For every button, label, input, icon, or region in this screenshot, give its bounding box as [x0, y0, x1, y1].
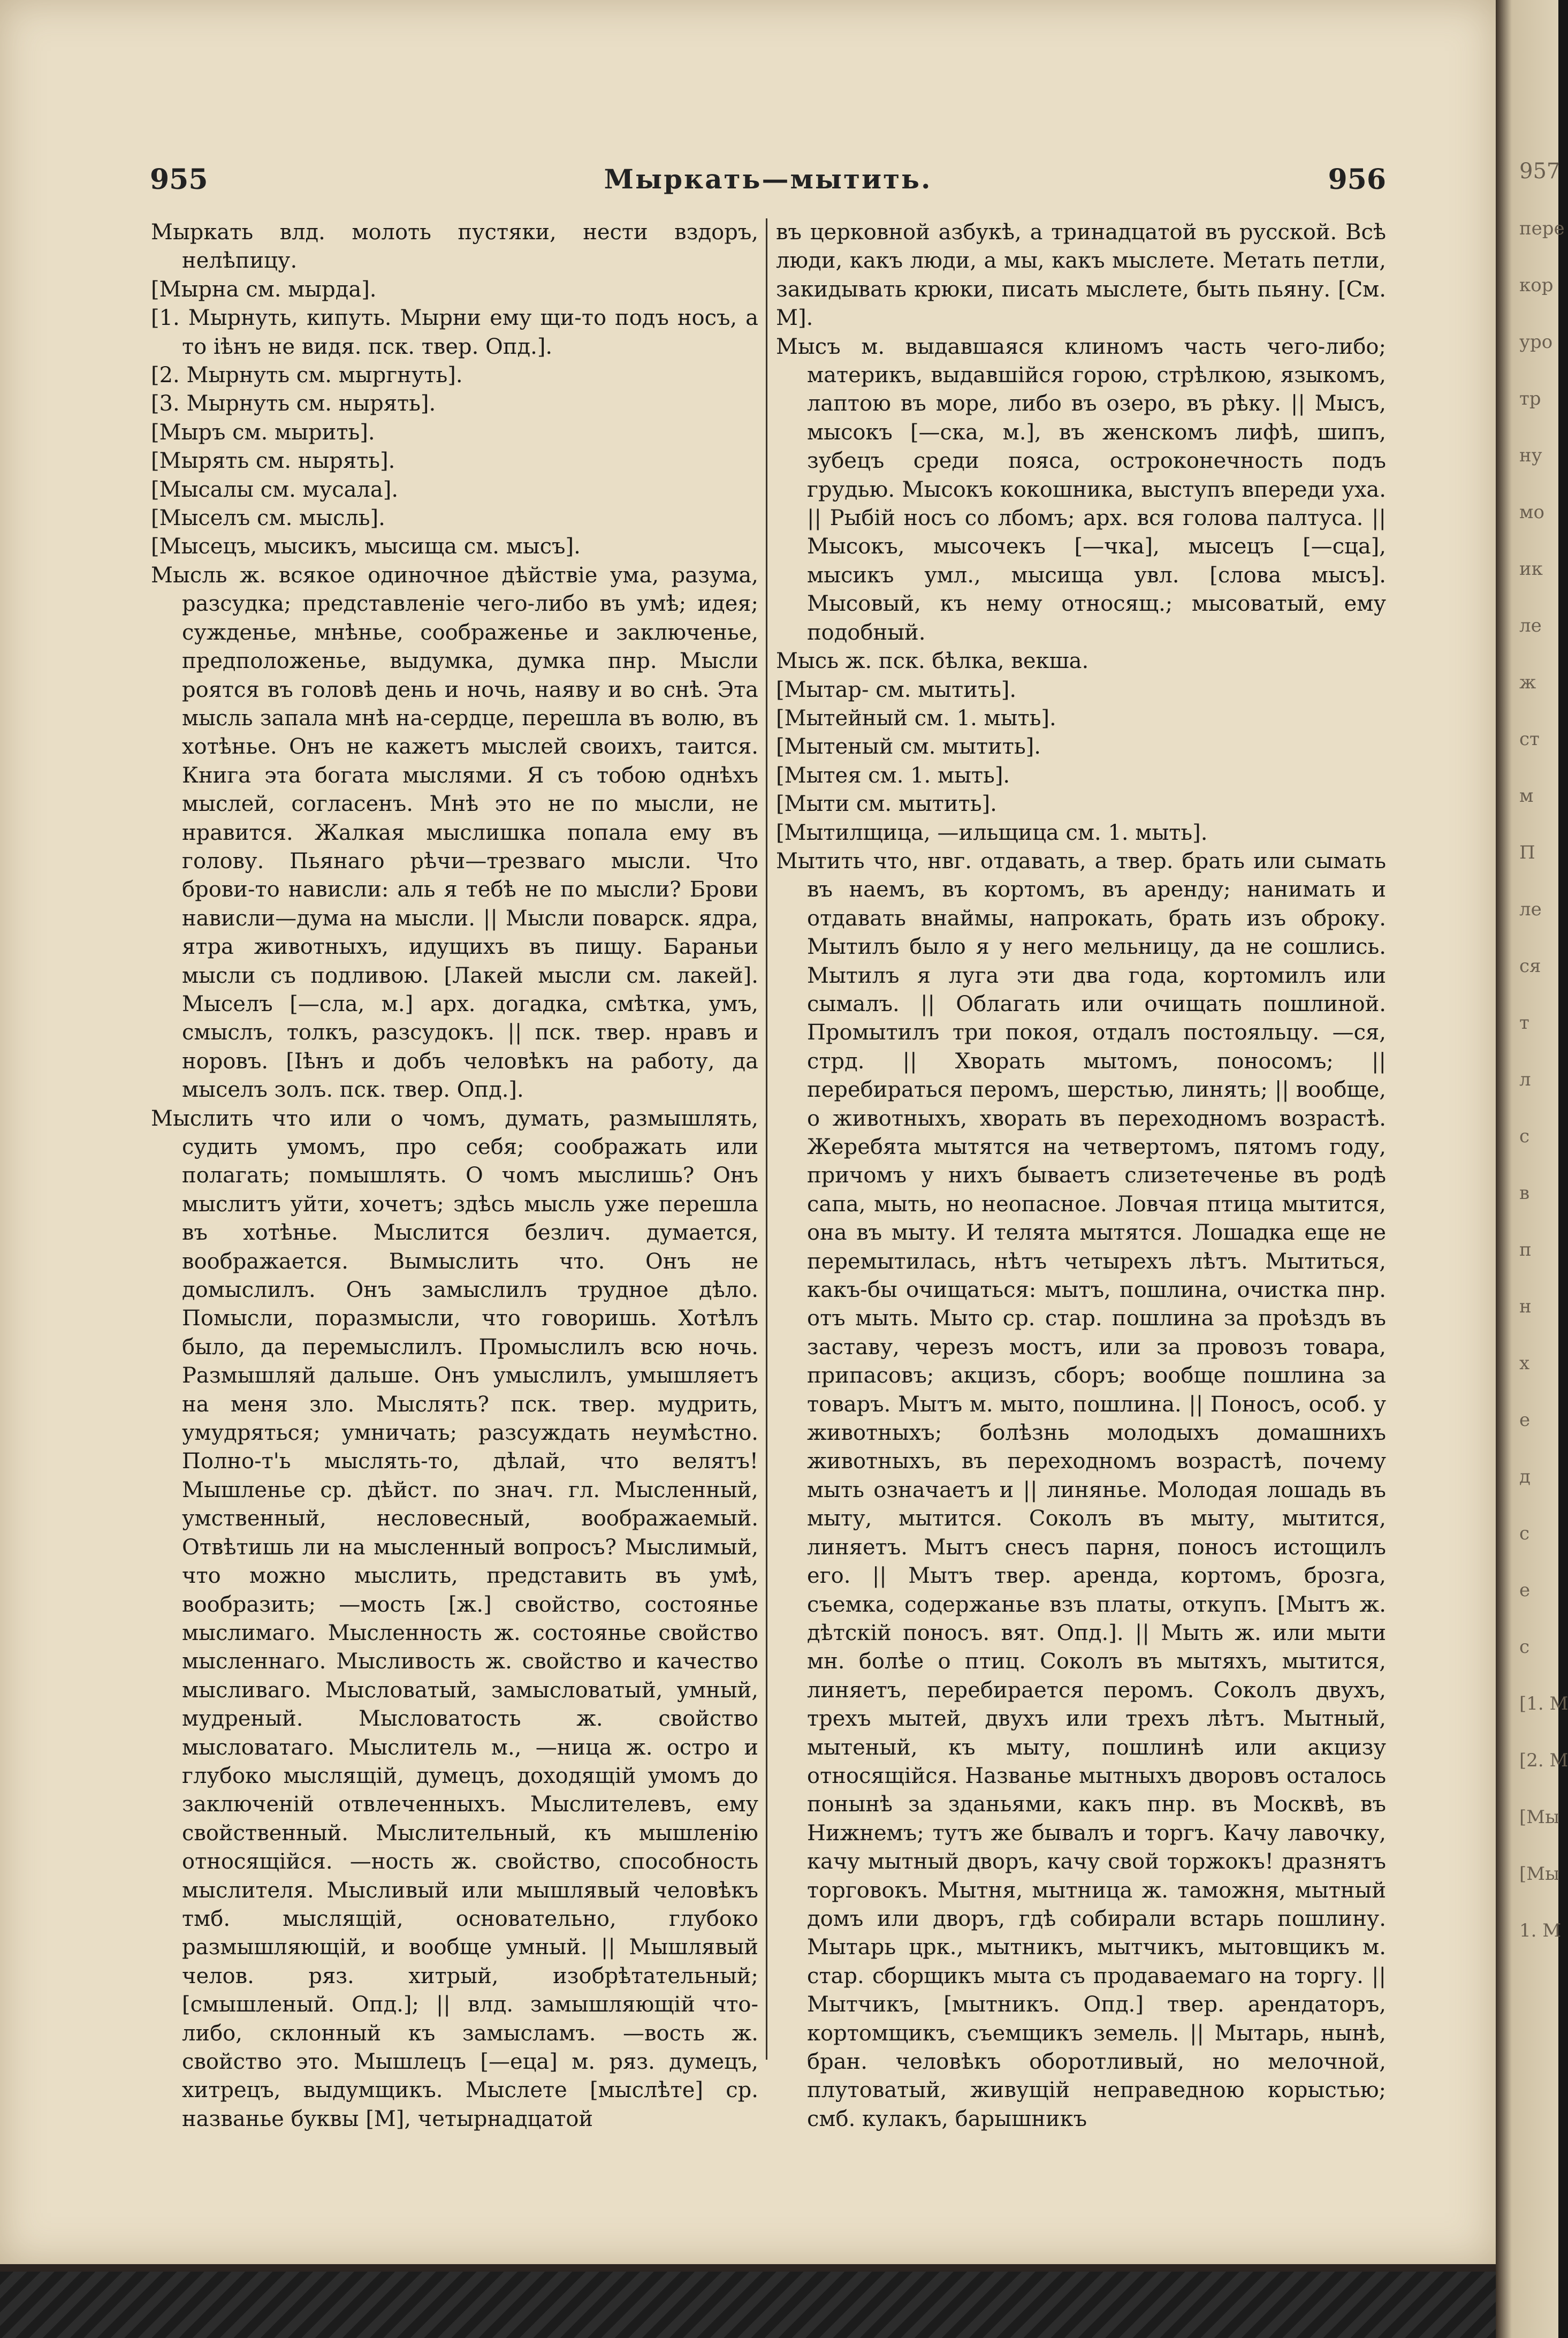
entry-myteya: [Мытея см. 1. мыть].	[776, 763, 1010, 788]
next-page-fragment: с	[1519, 1126, 1530, 1147]
next-page-fragment: ну	[1519, 445, 1542, 466]
next-page-number: 957	[1519, 159, 1561, 184]
page-number-left: 955	[150, 163, 208, 196]
next-page-fragment: с	[1519, 1636, 1530, 1658]
next-page-fragment: х	[1519, 1353, 1530, 1374]
next-page-fragment: ик	[1519, 558, 1543, 580]
next-page-fragment: [Мы	[1519, 1863, 1560, 1885]
next-page-fragment: е	[1519, 1409, 1531, 1431]
entry-mytilshchitsa: [Мытилщица, —ильщица см. 1. мыть].	[776, 820, 1208, 845]
next-page-fragment: п	[1519, 1239, 1532, 1261]
next-page-fragment: ле	[1519, 615, 1542, 636]
next-page-fragment: т	[1519, 1012, 1529, 1034]
entry-myteyny: [Мытейный см. 1. мыть].	[776, 705, 1056, 731]
next-page-fragment: тр	[1519, 388, 1541, 409]
entry-myslit: Мыслить что или о чомъ, думать, размышлять, судить умомъ, про себя; соображать или полагать; помышлять. О чомъ мыслишь? Онъ мыслитъ уйти, хочетъ; здѣсь мысль уже перешла въ хотѣнье. Мыслится безлич. думается, воображается. Вымыслить что. Онъ не домыслилъ. Онъ замыслилъ трудное дѣло. Помысли, поразмысли, что говоришь. Хотѣлъ было, да перемыслилъ. Промыслилъ всю ночь. Размышляй дальше. Онъ умыслилъ, умышляетъ на меня зло. Мыслять? пск. твер. мудрить, умудряться; умничать; разсуждать неумѣстно. Полно-т'ь мыслять-то, дѣлай, что велятъ! Мышленье ср. дѣйст. по знач. гл. Мысленный, умственный, несловесный, воображаемый. Отвѣтишь ли на мысленный вопросъ? Мыслимый, что можно мыслить, представить въ умѣ, вообразить; —мость [ж.] свойство, состоянье мыслимаго. Мысленность ж. состоянье свойство мысленнаго. Мысливость ж. свойство и качество мысливаго. Мысловатый, замысловатый, умный, мудреный. Мысловатость ж. свойство мысловатаго. Мыслитель м., —ница ж. остро и глубоко мыслящiй, думецъ, доходящiй умомъ до заключенiй отвлеченныхъ. Мыслителевъ, ему свойственный. Мыслительный, къ мышленiю относящiйся. —ность ж. свойство, способность мыслителя. Мысливый или мышлявый человѣкъ тмб. мыслящiй, основательно, глубоко размышляющiй, и вообще умный. || Мышлявый челов. ряз. хитрый, изобрѣтательный; [смышленый. Опд.]; || влд. замышляющiй что-либо, склонный къ замысламъ. —вость ж. свойство это. Мышлецъ [—еца] м. ряз. думецъ, хитрецъ, выдумщикъ. Мыслете [мыслѣте] ср. названье буквы [М], четырнадцатой	[151, 1106, 758, 2131]
left-column	[151, 218, 758, 2134]
entry-mysaly: [Мысалы см. мусала].	[151, 477, 399, 502]
entry-myrkat: Мыркать влд. молоть пустяки, нести вздоръ, нелѣпицу.	[151, 220, 758, 274]
running-title: Мыркать—мытить.	[604, 163, 932, 195]
entry-myrnut-1: [1. Мырнуть, кипуть. Мырни ему щи-то подъ носъ, а то iѣнъ не видя. пск. твер. Опд.].	[151, 306, 758, 359]
next-page-fragment: пере	[1519, 218, 1565, 239]
page-number-right: 956	[1328, 163, 1386, 196]
scan-background-strip	[0, 2272, 1496, 2338]
entry-mytit: Мытить что, нвг. отдавать, а твер. брать или сымать въ наемъ, въ кортомъ, въ аренду; нанимать и отдавать внаймы, напрокать, брать изъ оброку. Мытилъ было я у него мельницу, да не сошлись. Мытилъ я луга эти два года, кортомилъ или сымалъ. || Облагать или очищать пошлиной. Промытилъ три покоя, отдалъ постояльцу. —ся, стрд. || Хворать мытомъ, поносомъ; || перебираться перомъ, шерстью, линять; || вообще, о животныхъ, хворать въ переходномъ возрастѣ. Жеребята мытятся на четвертомъ, пятомъ году, причомъ у нихъ бываетъ слизетеченье въ родѣ сапа, мыть, но неопасное. Ловчая птица мытится, она въ мыту. И телята мытятся. Лошадка еще не перемытилась, нѣтъ четырехъ лѣтъ. Мытиться, какъ-бы очищаться: мытъ, пошлина, очистка пнр. отъ мыть. Мыто ср. стар. пошлина за проѣздъ въ заставу, черезъ мостъ, или за провозъ товара, припасовъ; акцизъ, сборъ; вообще пошлина за товаръ. Мытъ м. мыто, пошлина. || Поносъ, особ. у животныхъ; болѣзнь молодыхъ домашнихъ животныхъ, въ переходномъ возрастѣ, почему мыть означаетъ и || линянье. Молодая лошадь въ мыту, мытится. Соколъ въ мыту, мытится, линяетъ. Мытъ снесъ парня, поносъ истощилъ его. || Мытъ твер. аренда, кортомъ, брозга, съемка, содержанье взъ платы, откупъ. [Мытъ ж. дѣтскiй поносъ. вят. Опд.]. || Мыть ж. или мыти мн. болѣе о птиц. Соколъ въ мытяхъ, мытится, линяетъ, перебирается перомъ. Соколъ двухъ, трехъ мытей, двухъ или трехъ лѣтъ. Мытный, мытеный, къ мыту, пошлинѣ или акцизу относящiйся. Названье мытныхъ дворовъ осталось понынѣ за зданьями, какъ пнр. въ Москвѣ, въ Нижнемъ; тутъ же бывалъ и торгъ. Качу лавочку, качу мытный дворъ, качу свой торжокъ! дразнятъ торговокъ. Мытня, мытница ж. таможня, мытный домъ или дворъ, гдѣ собирали встарь пошлину. Мытарь црк., мытникъ, мытчикъ, мытовщикъ м. стар. сборщикъ мыта съ продаваемаго на торгу. || Мытчикъ, [мытникъ. Опд.] твер. арендаторъ, кортомщикъ, съемщикъ земель. || Мытарь, нынѣ, бран. человѣкъ оборотливый, но мелочной, плутоватый, живущiй неправедною корыстью; смб. кулакъ, барышникъ	[776, 848, 1386, 2131]
column-divider	[766, 218, 767, 2060]
next-page-fragment: д	[1519, 1466, 1531, 1487]
next-page-fragment: н	[1519, 1296, 1532, 1317]
next-page-fragment: [Мы	[1519, 1806, 1560, 1828]
next-page-fragment: кор	[1519, 275, 1554, 296]
next-page-fragment: ст	[1519, 728, 1540, 750]
next-page-fragment: е	[1519, 1580, 1531, 1601]
next-page-fragment: [2. М	[1519, 1750, 1568, 1771]
next-page-fragment: ся	[1519, 955, 1541, 977]
entry-myrnut-2: [2. Мырнуть см. мыргнуть].	[151, 363, 463, 388]
entry-mysets: [Мысецъ, мысикъ, мысища см. мысъ].	[151, 534, 581, 559]
next-page-fragment: уро	[1519, 331, 1553, 353]
entry-myti: [Мыти см. мытить].	[776, 792, 997, 817]
entry-myslete-continued: въ церковной азбукѣ, а тринадцатой въ русской. Всѣ люди, какъ люди, а мы, какъ мыслете. Метать петли, закидывать крюки, писать мыслете, быть пьяну. [См. М].	[776, 220, 1386, 331]
next-page-fragment: [1. М	[1519, 1693, 1568, 1714]
entry-myrna: [Мырна см. мырда].	[151, 277, 377, 302]
entry-mysl: Мысль ж. всякое одиночное дѣйствiе ума, разума, разсудка; представленiе чего-либо въ умѣ; идея; сужденье, мнѣнье, соображенье и заключенье, предположенье, выдумка, думка пнр. Мысли роятся въ головѣ день и ночь, наяву и во снѣ. Эта мысль запала мнѣ на-сердце, перешла въ волю, въ хотѣнье. Онъ не кажетъ мыслей своихъ, таится. Книга эта богата мыслями. Я съ тобою однѣхъ мыслей, согласенъ. Мнѣ это не по мысли, не нравится. Жалкая мыслишка попала ему въ голову. Пьянаго рѣчи—трезваго мысли. Что брови-то нависли: аль я тебѣ не по мысли? Брови нависли—дума на мысли. || Мысли поварск. ядра, ятра животныхъ, идущихъ въ пищу. Бараньи мысли съ подливою. [Лакей мысли см. лакей]. Мыселъ [—сла, м.] арх. догадка, смѣтка, умъ, смыслъ, толкъ, разсудокъ. || пск. твер. нравъ и норовъ. [Iѣнъ и добъ человѣкъ на работу, да мыселъ золъ. пск. твер. Опд.].	[151, 563, 758, 1103]
next-page-fragment: в	[1519, 1182, 1530, 1204]
entry-myryat: [Мырять см. нырять].	[151, 449, 395, 474]
entry-myrnut-3: [3. Мырнуть см. нырять].	[151, 391, 436, 416]
right-column	[776, 218, 1386, 2134]
next-page-fragment: л	[1519, 1069, 1531, 1090]
entry-mysel: [Мыселъ см. мысль].	[151, 506, 385, 531]
entry-mys: Мысъ м. выдавшаяся клиномъ часть чего-либо; материкъ, выдавшiйся горою, стрѣлкою, языкомъ, лаптою въ море, либо въ озеро, въ рѣку. || Мысъ, мысокъ [—ска, м.], въ женскомъ лифѣ, шипъ, зубецъ среди пояса, остроконечность подъ грудью. Мысокъ кокошника, выступъ впереди уха. || Рыбiй носъ со лбомъ; арх. вся голова палтуса. || Мысокъ, мысочекъ [—чка], мысецъ [—сца], мысикъ умл., мысища увл. [слова мысъ]. Мысовый, къ нему относящ.; мысоватый, ему подобный.	[776, 334, 1386, 645]
next-page-fragment: ле	[1519, 899, 1542, 920]
entry-mytar: [Мытар- см. мытить].	[776, 677, 1017, 702]
entry-mys-belka: Мысь ж. пск. бѣлка, векша.	[776, 649, 1089, 674]
next-page-fragment: ж	[1519, 672, 1536, 693]
next-page-edge	[1496, 0, 1568, 2338]
next-page-fragment: с	[1519, 1523, 1530, 1544]
entry-myr: [Мыръ см. мырить].	[151, 420, 375, 445]
next-page-fragment: мо	[1519, 502, 1544, 523]
page-header	[150, 163, 1386, 206]
next-page-fragment: П	[1519, 842, 1535, 863]
next-page-fragment: м	[1519, 785, 1534, 807]
entry-myteny: [Мытеный см. мытить].	[776, 734, 1041, 760]
next-page-fragment: 1. М	[1519, 1920, 1562, 1941]
